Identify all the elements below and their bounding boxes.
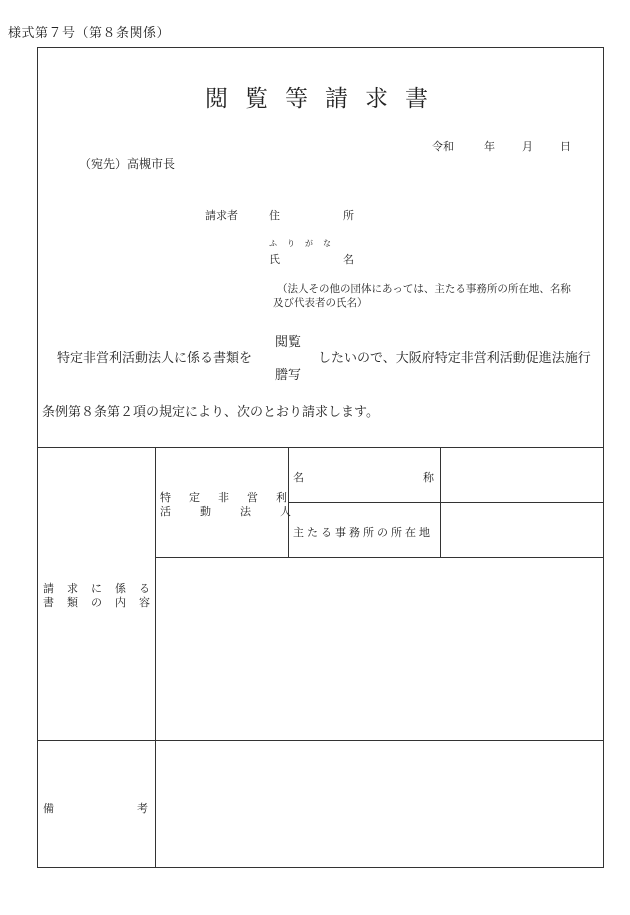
office-label: 主たる事務所の所在地	[293, 526, 433, 539]
name-value-cell[interactable]	[441, 448, 603, 502]
name-cell-label-first: 名	[293, 471, 304, 484]
address-label-first: 住	[269, 209, 280, 222]
address-label-second: 所	[343, 209, 354, 222]
form-number: 様式第７号（第８条関係）	[8, 26, 171, 41]
date-month-unit: 月	[522, 140, 533, 153]
remarks-label-second: 考	[137, 802, 148, 815]
docs-content-cell[interactable]	[156, 558, 603, 740]
date-era: 令和	[432, 140, 454, 153]
office-value-cell[interactable]	[441, 503, 603, 557]
option-copy: 謄写	[275, 368, 302, 383]
requester-note-line2: 及び代表者の氏名）	[273, 297, 368, 309]
remarks-cell[interactable]	[156, 741, 603, 867]
remarks-label-first: 備	[43, 802, 54, 815]
date-year-unit: 年	[484, 140, 495, 153]
docs-label-second: 書類の内容	[43, 596, 163, 609]
name-cell-label-second: 称	[423, 471, 434, 484]
name-label-second: 名	[343, 253, 354, 266]
requester-label: 請求者	[205, 209, 238, 222]
body-prefix: 特定非営利活動法人に係る書類を	[57, 351, 253, 366]
page-title: 閲覧等請求書	[205, 86, 445, 112]
requester-note-line1: （法人その他の団体にあっては、主たる事務所の所在地、名称	[277, 283, 571, 295]
name-label-first: 氏	[269, 253, 280, 266]
corp-label-first: 特定非営利	[160, 491, 305, 504]
body-line2: 条例第８条第２項の規定により、次のとおり請求します。	[42, 405, 379, 420]
date-day-unit: 日	[560, 140, 571, 153]
option-view: 閲覧	[275, 335, 302, 350]
addressee: （宛先）高槻市長	[79, 157, 176, 171]
docs-label-first: 請求に係る	[43, 582, 163, 595]
corp-label-second: 活動法人	[160, 505, 320, 518]
furigana-label: ふりがな	[269, 239, 341, 248]
body-suffix: したいので、大阪府特定非営利活動促進法施行	[318, 351, 591, 366]
